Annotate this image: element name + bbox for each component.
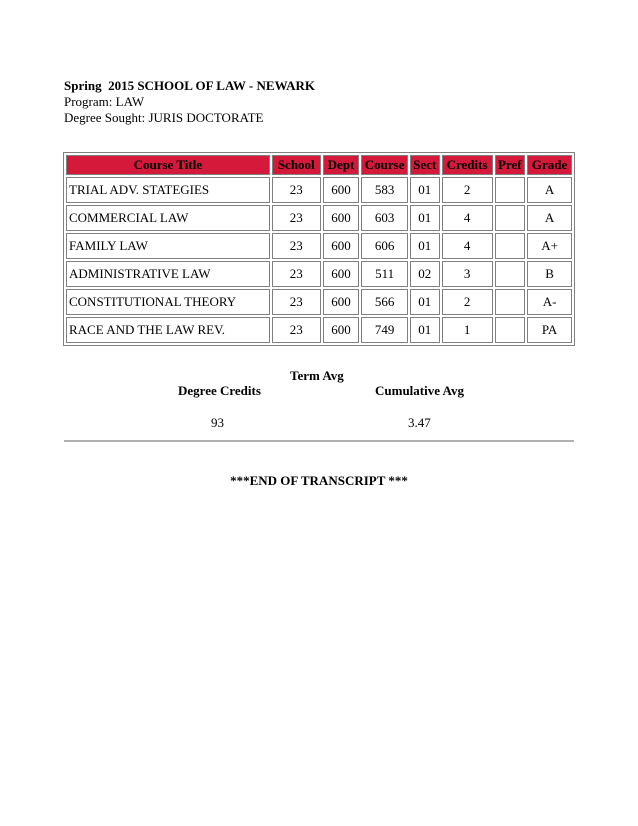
cell-course: 749	[361, 317, 408, 343]
divider-rule	[64, 440, 574, 442]
cell-credits: 2	[442, 177, 493, 203]
cell-course-title: ADMINISTRATIVE LAW	[66, 261, 270, 287]
cell-dept: 600	[323, 289, 360, 315]
col-header-course-title: Course Title	[66, 155, 270, 175]
cell-course-title: RACE AND THE LAW REV.	[66, 317, 270, 343]
cell-course-title: FAMILY LAW	[66, 233, 270, 259]
col-header-school: School	[272, 155, 321, 175]
cell-pref	[495, 261, 526, 287]
cell-course: 511	[361, 261, 408, 287]
col-header-sect: Sect	[410, 155, 440, 175]
cell-credits: 1	[442, 317, 493, 343]
cell-credits: 3	[442, 261, 493, 287]
table-row	[66, 261, 572, 287]
cell-sect: 01	[410, 289, 440, 315]
cell-sect: 02	[410, 261, 440, 287]
cumulative-avg-value: 3.47	[408, 415, 431, 430]
cell-pref	[495, 317, 526, 343]
cell-dept: 600	[323, 205, 360, 231]
cell-credits: 2	[442, 289, 493, 315]
end-of-transcript: ***END OF TRANSCRIPT ***	[230, 473, 408, 488]
col-header-credits: Credits	[442, 155, 493, 175]
cell-course: 583	[361, 177, 408, 203]
cell-dept: 600	[323, 233, 360, 259]
term-avg-label: Term Avg	[290, 368, 344, 383]
cell-sect: 01	[410, 317, 440, 343]
col-header-grade: Grade	[527, 155, 572, 175]
degree-sought-line: Degree Sought: JURIS DOCTORATE	[64, 110, 264, 125]
cell-pref	[495, 289, 526, 315]
courses-table	[63, 152, 575, 346]
cell-school: 23	[272, 177, 321, 203]
cell-course-title: TRIAL ADV. STATEGIES	[66, 177, 270, 203]
cell-sect: 01	[410, 233, 440, 259]
table-row	[66, 177, 572, 203]
cell-grade: A-	[527, 289, 572, 315]
cell-dept: 600	[323, 177, 360, 203]
degree-credits-value: 93	[211, 415, 224, 430]
table-row	[66, 233, 572, 259]
transcript-header	[64, 78, 315, 126]
cell-credits: 4	[442, 233, 493, 259]
cell-school: 23	[272, 233, 321, 259]
degree-credits-label: Degree Credits	[178, 383, 261, 398]
cell-course: 566	[361, 289, 408, 315]
cell-course: 603	[361, 205, 408, 231]
cell-school: 23	[272, 261, 321, 287]
cell-school: 23	[272, 317, 321, 343]
cell-course: 606	[361, 233, 408, 259]
cumulative-avg-label: Cumulative Avg	[375, 383, 464, 398]
cell-pref	[495, 177, 526, 203]
cell-credits: 4	[442, 205, 493, 231]
cell-grade: A+	[527, 233, 572, 259]
cell-pref	[495, 205, 526, 231]
program-line: Program: LAW	[64, 94, 145, 109]
cell-course-title: CONSTITUTIONAL THEORY	[66, 289, 270, 315]
cell-grade: B	[527, 261, 572, 287]
col-header-dept: Dept	[323, 155, 360, 175]
cell-school: 23	[272, 289, 321, 315]
cell-grade: A	[527, 205, 572, 231]
table-row	[66, 317, 572, 343]
cell-dept: 600	[323, 261, 360, 287]
cell-dept: 600	[323, 317, 360, 343]
cell-sect: 01	[410, 205, 440, 231]
table-header-row	[66, 155, 572, 175]
term-title: Spring 2015 SCHOOL OF LAW - NEWARK	[64, 78, 316, 93]
col-header-course: Course	[361, 155, 408, 175]
cell-pref	[495, 233, 526, 259]
table-row	[66, 289, 572, 315]
cell-grade: PA	[527, 317, 572, 343]
cell-grade: A	[527, 177, 572, 203]
col-header-pref: Pref	[495, 155, 526, 175]
cell-course-title: COMMERCIAL LAW	[66, 205, 270, 231]
table-row	[66, 205, 572, 231]
cell-school: 23	[272, 205, 321, 231]
cell-sect: 01	[410, 177, 440, 203]
